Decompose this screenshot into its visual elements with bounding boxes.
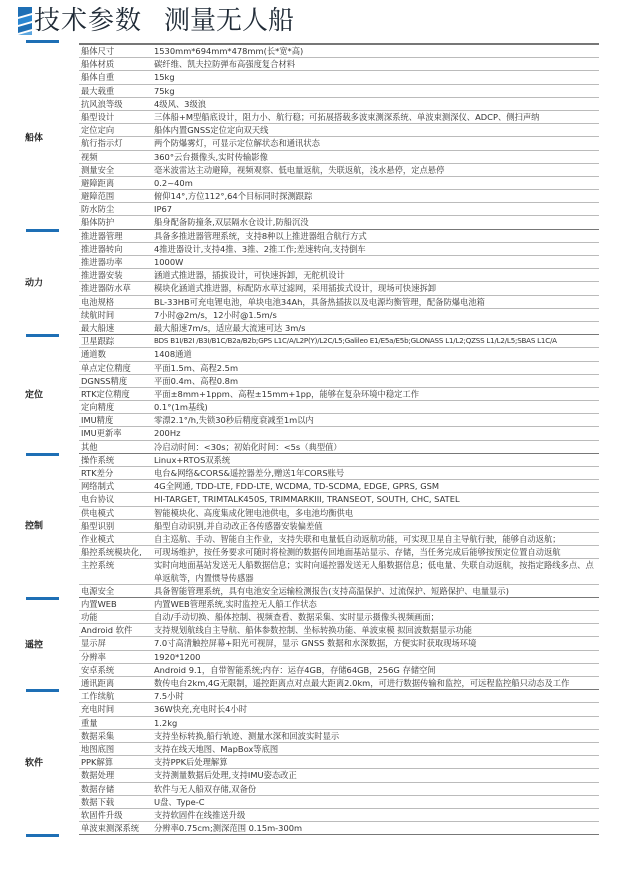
spec-label: 定向精度 xyxy=(81,402,115,413)
spec-label: 重量 xyxy=(81,717,98,728)
spec-label: 其他 xyxy=(81,441,98,452)
spec-value: 俯仰14°,方位112°,64个目标同时探测跟踪 xyxy=(154,191,313,202)
spec-value: 零漂2.1°/h,失锁30秒后精度衰减至1m以内 xyxy=(154,415,314,426)
spec-value: 0.2~40m xyxy=(154,177,193,188)
table-row xyxy=(79,203,599,216)
spec-value: Linux+RTOS双系统 xyxy=(154,454,231,465)
spec-label: 推进器转向 xyxy=(81,243,123,254)
spec-label: 电池规格 xyxy=(81,296,115,307)
group-category-label: 船体 xyxy=(25,133,44,144)
spec-value: 智能模块化、高度集成化锂电池供电，多电池均衡供电 xyxy=(154,507,354,518)
table-row xyxy=(79,611,599,624)
table-row xyxy=(79,45,599,58)
table-row xyxy=(79,177,599,190)
spec-value: 支持测量数据后处理,支持IMU姿态改正 xyxy=(154,770,297,781)
table-row xyxy=(79,388,599,401)
spec-value: 电台&网络&CORS&遥控器差分,赠送1年CORS账号 xyxy=(154,468,345,478)
spec-value: 数传电台2km,4G无限制，遥控距离点对点最大距离2.0km，可进行数据传输和监控，可远程监控船只动态及工作 xyxy=(154,678,570,689)
table-row xyxy=(79,677,599,689)
spec-label: Android 软件 xyxy=(81,625,133,636)
group-category-label: 定位 xyxy=(25,390,44,401)
spec-label: 地图底图 xyxy=(81,743,115,754)
spec-label: 单点定位精度 xyxy=(81,362,131,373)
spec-value: 4级风、3级浪 xyxy=(154,98,207,109)
spec-value: 360°云台摄像头,实时传输影像 xyxy=(154,151,268,162)
spec-label: 避障距离 xyxy=(81,177,115,188)
table-row xyxy=(79,230,599,243)
table-row xyxy=(79,137,599,150)
spec-label: 分辨率 xyxy=(81,651,106,662)
spec-value: BDS B1I/B2I /B3I/B1C/B2a/B2b;GPS L1C/A/L2P(Y)/L2C/L5;Galileo E1/E5a/E5b;GLONASS L1/L2;QZSS L1/L2/L5;SBAS L1C/A xyxy=(154,336,557,346)
spec-value: 36W快充,充电时长4小时 xyxy=(154,704,248,715)
spec-value: 碳纤维、凯夫拉防弹布高强度复合材料 xyxy=(154,59,296,70)
spec-label: PPK解算 xyxy=(81,757,114,768)
spec-label: 船型识别 xyxy=(81,520,115,531)
spec-value: 1530mm*694mm*478mm(长*宽*高) xyxy=(154,46,304,56)
spec-label: 内置WEB xyxy=(81,598,117,609)
spec-label: 最大载重 xyxy=(81,85,115,96)
page-title: 技术参数 xyxy=(34,6,143,36)
spec-value: 船型自动识别,并自动改正各传感器安装偏差值 xyxy=(154,520,323,531)
spec-value: 支持软固件在线推送升级 xyxy=(154,809,246,820)
spec-label: 续航时间 xyxy=(81,309,115,320)
spec-group xyxy=(25,230,599,336)
table-row xyxy=(79,98,599,111)
spec-label: 单波束测深系统 xyxy=(81,823,140,834)
table-row xyxy=(79,151,599,164)
spec-value: 分辨率0.75cm;测深范围 0.15m-300m xyxy=(154,823,303,834)
table-row xyxy=(79,164,599,177)
table-row xyxy=(79,441,599,453)
spec-value: 平面1.5m、高程2.5m xyxy=(154,362,239,373)
table-row xyxy=(79,783,599,796)
spec-value: 4推进器设计,支持4推、3推、2推工作;差速转向,支持倒车 xyxy=(154,243,366,254)
spec-value: 三体船+M型船底设计，阻力小、航行稳；可拓展搭载多波束测深系统、单波束测深仪、ADCP、侧扫声纳 xyxy=(154,111,540,122)
table-row xyxy=(79,85,599,98)
logo-icon xyxy=(18,7,32,35)
table-row xyxy=(79,375,599,388)
table-row xyxy=(79,624,599,637)
spec-label: 船体材质 xyxy=(81,59,115,70)
spec-value: IP67 xyxy=(154,204,173,215)
spec-value: U盘、Type-C xyxy=(154,796,205,807)
spec-value: 毫米波雷达主动避障，视频观察、低电量返航，失联返航，浅水悬停，定点悬停 xyxy=(154,164,445,175)
spec-label: 数据采集 xyxy=(81,730,115,741)
spec-label: 防水防尘 xyxy=(81,204,115,215)
spec-label: 功能 xyxy=(81,612,98,623)
group-accent-line xyxy=(26,334,59,337)
spec-value: 支持PPK后处理解算 xyxy=(154,757,228,768)
spec-value: 200Hz xyxy=(154,428,181,439)
spec-label: 视频 xyxy=(81,151,98,162)
spec-table xyxy=(25,43,599,835)
spec-value: 7.5小时 xyxy=(154,691,184,702)
table-row xyxy=(79,414,599,427)
spec-label: RTK定位精度 xyxy=(81,388,130,399)
spec-label: 卫星跟踪 xyxy=(81,336,115,347)
table-row xyxy=(79,322,599,334)
spec-label: 推进器防水草 xyxy=(81,283,131,294)
spec-value: 自主巡航、手动、智能自主作业，支持失联和电量低自动返航功能，可实现卫星自主导航行驶，能够自动返航； xyxy=(154,533,561,544)
spec-label: 通讯距离 xyxy=(81,678,115,689)
table-row xyxy=(79,454,599,467)
spec-value: 4G全网通, TDD-LTE, FDD-LTE, WCDMA, TD-SCDMA, EDGE, GPRS, GSM xyxy=(154,481,440,492)
spec-value: BL-33HB可充电锂电池，单块电池34Ah，具备热插拔以及电源均衡管理，配备防爆电池箱 xyxy=(154,296,485,307)
spec-value: 两个防爆雾灯，可显示定位解状态和通讯状态 xyxy=(154,138,320,149)
table-row xyxy=(79,703,599,716)
spec-label: 电台协议 xyxy=(81,494,115,505)
spec-value: 支持规划航线自主导航、船体参数控制、坐标转换功能、单波束模 拟回波数据显示功能 xyxy=(154,625,472,636)
spec-value: 1000W xyxy=(154,257,184,267)
spec-label: 通道数 xyxy=(81,349,106,360)
table-row xyxy=(79,493,599,506)
spec-value: 内置WEB管理系统,实时监控无人船工作状态 xyxy=(154,598,317,609)
table-row xyxy=(79,216,599,228)
table-row xyxy=(79,256,599,269)
spec-value: 7.0寸高清触控屏幕+阳光可视屏，显示 GNSS 数据和水深数据，方便实时获取现场环境 xyxy=(154,638,477,649)
spec-value: 自动/手动切换、船体控制、视频查看、数据采集、实时显示摄像头视频画面； xyxy=(154,612,439,623)
spec-value: 1.2kg xyxy=(154,717,178,728)
table-row xyxy=(79,335,599,348)
spec-label: 推进器管理 xyxy=(81,230,123,241)
spec-label: 数据处理 xyxy=(81,770,115,781)
spec-label: 数据下载 xyxy=(81,796,115,807)
spec-label: 航行指示灯 xyxy=(81,138,123,149)
spec-label: 作业模式 xyxy=(81,533,115,544)
spec-group xyxy=(25,45,599,230)
spec-value: 最大船速7m/s，适应最大流速可达 3m/s xyxy=(154,322,306,333)
spec-label: 船型设计 xyxy=(81,111,115,122)
spec-value: 15kg xyxy=(154,72,175,83)
spec-label: 供电模式 xyxy=(81,507,115,518)
spec-label: IMU更新率 xyxy=(81,428,122,439)
spec-value: 1408通道 xyxy=(154,349,192,360)
group-category-label: 遥控 xyxy=(25,640,44,651)
spec-label: 推进器功率 xyxy=(81,257,123,267)
table-row xyxy=(79,190,599,203)
group-category-label: 控制 xyxy=(25,521,44,532)
table-row xyxy=(79,309,599,322)
spec-value: 冷启动时间：<30s；初始化时间：<5s（典型值） xyxy=(154,441,342,452)
table-row xyxy=(79,717,599,730)
group-category-label: 软件 xyxy=(25,758,44,769)
spec-value: 船身配备防撞条,双层隔水仓设计,防船沉没 xyxy=(154,217,309,228)
spec-label: 推进器安装 xyxy=(81,270,123,281)
spec-value: 1920*1200 xyxy=(154,651,201,662)
spec-label: IMU精度 xyxy=(81,415,114,426)
spec-value: 具备多推进器管理系统，支持8种以上推进器组合航行方式 xyxy=(154,230,367,241)
spec-label: 电源安全 xyxy=(81,585,115,596)
table-row xyxy=(79,822,599,834)
group-accent-line xyxy=(26,689,59,692)
spec-group xyxy=(25,690,599,835)
spec-label: 软固件升级 xyxy=(81,809,123,820)
spec-value: 支持坐标转换,船行轨迹、测量水深和回波实时显示 xyxy=(154,730,340,741)
group-accent-line xyxy=(26,453,59,456)
spec-group xyxy=(25,598,599,690)
spec-value: 涵道式推进器，插拔设计，可快速拆卸，无舵机设计 xyxy=(154,270,345,281)
table-row xyxy=(79,507,599,520)
spec-label: 最大船速 xyxy=(81,322,115,333)
spec-group xyxy=(25,335,599,454)
table-row xyxy=(79,296,599,309)
table-row xyxy=(79,546,599,559)
table-row xyxy=(79,730,599,743)
table-row xyxy=(79,559,599,584)
table-row xyxy=(79,269,599,282)
spec-value: 船体内置GNSS定位定向双天线 xyxy=(154,125,269,136)
spec-label: 船体尺寸 xyxy=(81,46,115,56)
spec-label: 显示屏 xyxy=(81,638,106,649)
table-row xyxy=(79,756,599,769)
spec-label: 船体自重 xyxy=(81,72,115,83)
spec-group xyxy=(25,454,599,598)
table-row xyxy=(79,467,599,480)
spec-label: 充电时间 xyxy=(81,704,115,715)
spec-label: DGNSS精度 xyxy=(81,375,128,386)
spec-label: 测量安全 xyxy=(81,164,115,175)
spec-label: 定位定向 xyxy=(81,125,115,136)
table-row xyxy=(79,124,599,137)
spec-label: 避障范围 xyxy=(81,191,115,202)
table-row xyxy=(79,769,599,782)
spec-value: 可现场维护，按任务要求可随时将检测的数据传回地面基站显示、存储，当任务完成后能够按预定位置自动返航 xyxy=(154,547,561,558)
table-row xyxy=(79,282,599,295)
table-row xyxy=(79,71,599,84)
page-subtitle: 测量无人船 xyxy=(164,6,295,36)
spec-value: 模块化涵道式推进器，标配防水草过滤网，采用插拔式设计，现场可快速拆卸 xyxy=(154,283,437,294)
spec-value: 平面±8mm+1ppm、高程±15mm+1pp，能够在复杂环境中稳定工作 xyxy=(154,388,420,399)
table-row xyxy=(79,348,599,361)
table-row xyxy=(79,362,599,375)
table-row xyxy=(79,809,599,822)
table-row xyxy=(79,664,599,677)
table-row xyxy=(79,637,599,650)
spec-label: 船控系统模块化, xyxy=(81,547,142,558)
spec-label: 网络制式 xyxy=(81,481,115,492)
spec-label: RTK差分 xyxy=(81,468,114,478)
spec-label: 主控系统 xyxy=(81,560,115,571)
table-row xyxy=(79,520,599,533)
spec-label: 船体防护 xyxy=(81,217,115,228)
spec-value: 75kg xyxy=(154,85,175,96)
spec-value: 实时向地面基站发送无人船数据信息；实时向遥控器发送无人船数据信息；低电量、失联自动返航，按指定路线多点、点单返航等，内置惯导传感器 xyxy=(154,560,594,583)
spec-value: Android 9.1，自带智能系统;内存：运存4GB，存储64GB，256G 存储空间 xyxy=(154,664,436,675)
spec-value: 支持在线天地图、MapBox等底图 xyxy=(154,743,279,754)
spec-label: 抗风浪等级 xyxy=(81,98,123,109)
table-row xyxy=(79,690,599,703)
group-accent-line xyxy=(26,229,59,232)
table-row xyxy=(79,480,599,493)
spec-value: 具备智能管理系统，具有电池安全运输检测报告(支持高温保护、过流保护、短路保护、电量显示) xyxy=(154,585,509,596)
table-row xyxy=(79,58,599,71)
table-row xyxy=(79,111,599,124)
spec-label: 数据存储 xyxy=(81,783,115,794)
spec-value: 0.1°(1m基线) xyxy=(154,402,208,413)
table-row xyxy=(79,743,599,756)
header-accent-line xyxy=(26,40,59,43)
table-row xyxy=(79,533,599,546)
table-row xyxy=(79,796,599,809)
spec-value: 7小时@2m/s，12小时@1.5m/s xyxy=(154,309,277,320)
spec-value: 软件与无人船双存储,双备份 xyxy=(154,783,257,794)
page-header xyxy=(18,4,294,38)
spec-value: HI-TARGET, TRIMTALK450S, TRIMMARKIII, TRANSEOT, SOUTH, CHC, SATEL xyxy=(154,494,460,505)
table-row xyxy=(79,427,599,440)
spec-label: 安卓系统 xyxy=(81,664,115,675)
table-row xyxy=(79,243,599,256)
spec-value: 平面0.4m、高程0.8m xyxy=(154,375,239,386)
group-category-label: 动力 xyxy=(25,278,44,289)
group-accent-line xyxy=(26,597,59,600)
table-row xyxy=(79,401,599,414)
table-row xyxy=(79,585,599,597)
table-row xyxy=(79,598,599,611)
spec-label: 工作续航 xyxy=(81,691,115,702)
group-accent-line xyxy=(26,834,59,837)
spec-label: 操作系统 xyxy=(81,454,115,465)
table-row xyxy=(79,651,599,664)
